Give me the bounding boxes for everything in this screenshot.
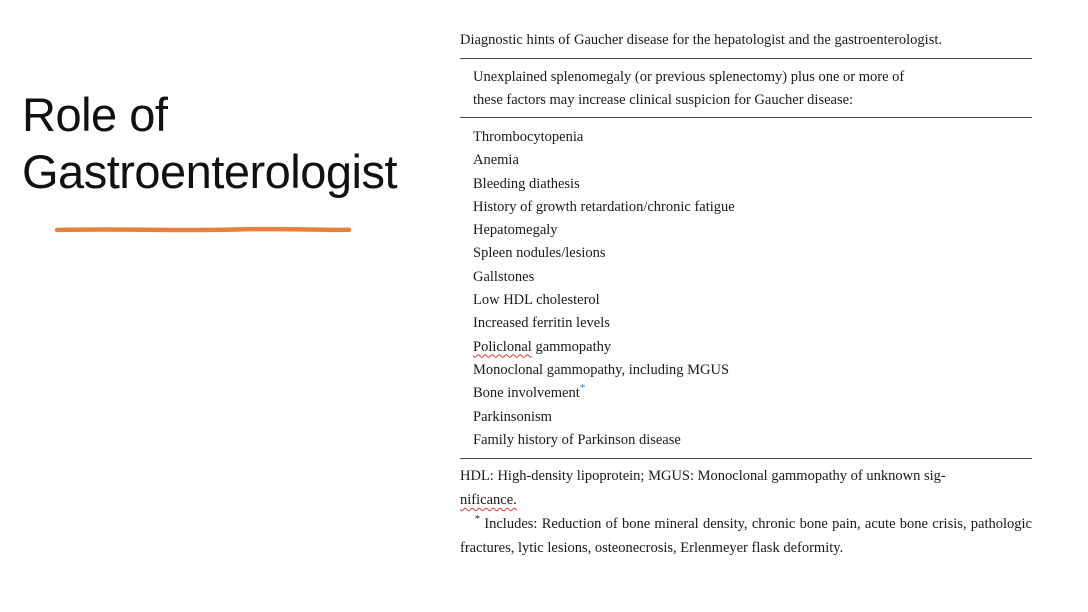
spellcheck-flagged-word: Policlonal [473, 338, 532, 355]
footnote-star-marker: * [475, 514, 480, 526]
factor-item: Bleeding diathesis [473, 175, 580, 192]
factor-item: Monoclonal gammopathy, including MGUS [473, 361, 730, 378]
factor-item: Anemia [473, 152, 519, 169]
intro-line-1: Unexplained splenomegaly (or previous splenectomy) plus one or more of [473, 69, 905, 85]
factor-item: Spleen nodules/lesions [473, 245, 606, 262]
slide-title-line-1: Role of [22, 88, 168, 141]
factor-item: Low HDL cholesterol [473, 292, 600, 309]
factor-item: Family history of Parkinson disease [473, 431, 681, 448]
asterisk-marker: * [579, 382, 586, 395]
factor-item-rest: gammopathy [535, 338, 612, 355]
slide-title-line-2: Gastroenterologist [22, 145, 398, 198]
factor-item: Hepatomegaly [473, 222, 558, 239]
footnote-bone-involvement [460, 512, 1032, 560]
factor-item: History of growth retardation/chronic fatigue [473, 198, 735, 215]
slide-title [22, 86, 397, 200]
factor-item: Thrombocytopenia [473, 129, 584, 145]
footnote-abbreviations [460, 459, 1032, 512]
factor-item: Parkinsonism [473, 408, 552, 425]
spellcheck-flagged-word: nificance. [460, 492, 517, 509]
factor-item [473, 336, 1032, 359]
footnote-star-text: Includes: Reduction of bone mineral density, chronic bone pain, acute bone crisis, pathologic fractures, lytic lesions, osteonecrosis, Erlenmeyer flask deformity. [460, 516, 1032, 557]
diagnostic-table [460, 30, 1032, 560]
factor-item-text: Bone involvement [473, 385, 580, 402]
factor-item [473, 382, 1032, 405]
factor-list [460, 118, 1032, 458]
underline-brush-path [57, 229, 349, 230]
table-intro [460, 59, 1032, 117]
intro-line-2: these factors may increase clinical suspicion for Gaucher disease: [473, 92, 854, 108]
factor-item: Increased ferritin levels [473, 315, 610, 332]
title-underline-stroke [55, 225, 351, 235]
factor-item: Gallstones [473, 268, 535, 285]
table-caption: Diagnostic hints of Gaucher disease for the hepatologist and the gastroenterologist. [460, 32, 942, 48]
footnote-abbrev-text: HDL: High-density lipoprotein; MGUS: Monoclonal gammopathy of unknown sig- [460, 468, 946, 485]
